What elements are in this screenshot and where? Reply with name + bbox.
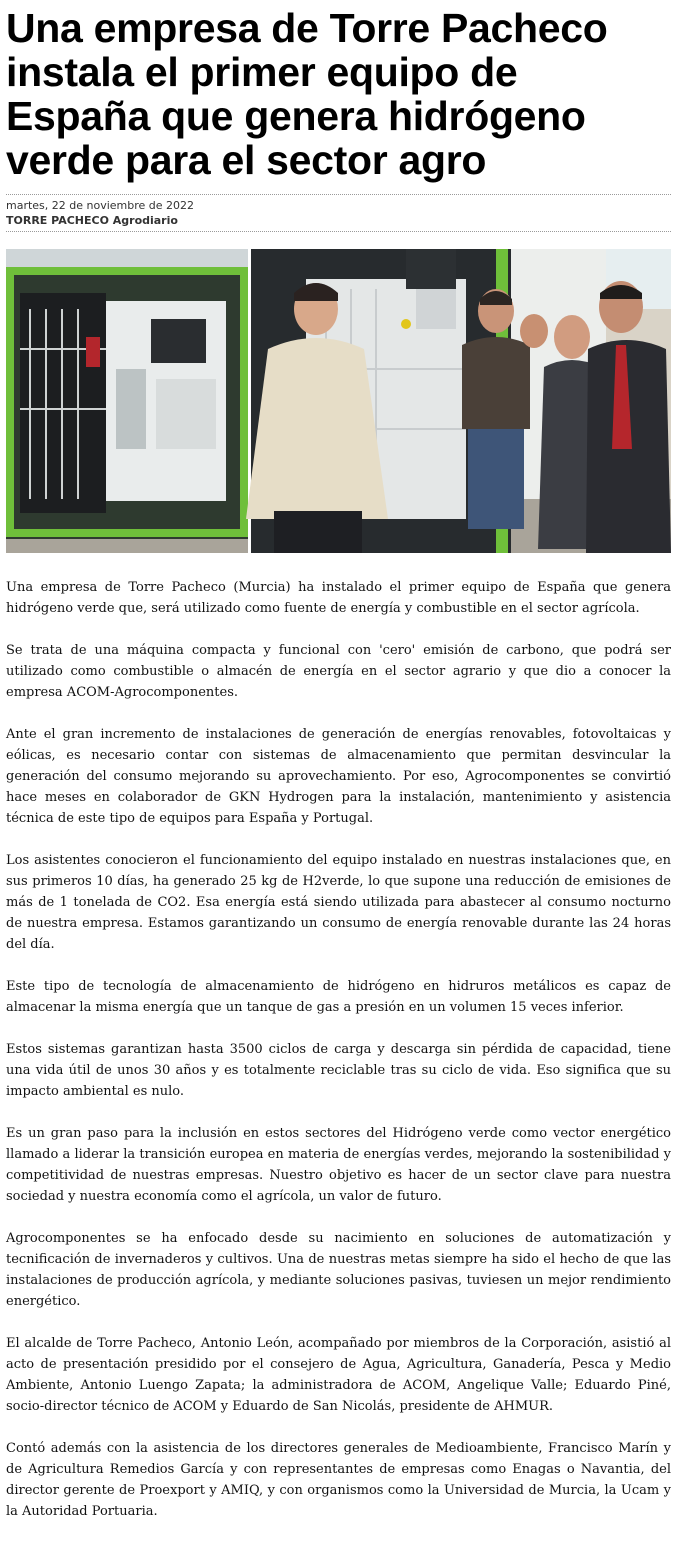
article-photo[interactable]: [6, 249, 671, 553]
article-title: Una empresa de Torre Pacheco instala el primer equipo de España que genera hidrógeno verde para el sector agro: [6, 5, 608, 183]
article-paragraph: Los asistentes conocieron el funcionamiento del equipo instalado en nuestras instalaciones que, en sus primeros 10 días, ha generado 25 kg de H2verde, lo que supone una reducción de emisiones de más de 1 tonelada de CO2. Esa energía está siendo utilizada para abastecer al consumo nocturno de nuestra empresa. Estamos garantizando un consumo de energía renovable durante las 24 horas del día.: [6, 853, 671, 952]
article-paragraph: Una empresa de Torre Pacheco (Murcia) ha instalado el primer equipo de España que genera hidrógeno verde que, será utilizado como fuente de energía y combustible en el sector agrícola.: [6, 580, 671, 616]
article-paragraph: Este tipo de tecnología de almacenamiento de hidrógeno en hidruros metálicos es capaz de almacenar la misma energía que un tanque de gas a presión en un volumen 15 veces inferior.: [6, 979, 671, 1015]
article-paragraph: Estos sistemas garantizan hasta 3500 ciclos de carga y descarga sin pérdida de capacidad, tiene una vida útil de unos 30 años y es totalmente reciclable tras su ciclo de vida. Eso significa que su impacto ambiental es nulo.: [6, 1042, 671, 1099]
article-paragraph: Ante el gran incremento de instalaciones de generación de energías renovables, fotovoltaicas y eólicas, es necesario contar con sistemas de almacenamiento que permitan desvincular la generación del consumo mejorando su aprovechamiento. Por eso, Agrocomponentes se convirtió hace meses en colaborador de GKN Hydrogen para la instalación, mantenimiento y asistencia técnica de este tipo de equipos para España y Portugal.: [6, 727, 671, 826]
article-section: TORRE PACHECO Agrodiario: [6, 214, 178, 227]
article-body: [6, 577, 671, 1522]
article-paragraph: Agrocomponentes se ha enfocado desde su nacimiento en soluciones de automatización y tecnificación de invernaderos y cultivos. Una de nuestras metas siempre ha sido el hecho de que las instalaciones de producción agrícola, y mediante soluciones pasivas, tuviesen un mejor rendimiento energético.: [6, 1231, 671, 1309]
article-paragraph: Se trata de una máquina compacta y funcional con 'cero' emisión de carbono, que podrá ser utilizado como combustible o almacén de energía en el sector agrario y que dio a conocer la empresa ACOM-Agrocomponentes.: [6, 643, 671, 700]
article-paragraph: El alcalde de Torre Pacheco, Antonio León, acompañado por miembros de la Corporación, asistió al acto de presentación presidido por el consejero de Agua, Agricultura, Ganadería, Pesca y Medio Ambiente, Antonio Luengo Zapata; la administradora de ACOM, Angelique Valle; Eduardo Piné, socio-director técnico de ACOM y Eduardo de San Nicolás, presidente de AHMUR.: [6, 1336, 671, 1414]
article: [6, 0, 671, 1543]
article-paragraph: Contó además con la asistencia de los directores generales de Medioambiente, Francisco Marín y de Agricultura Remedios García y con representantes de empresas como Enagas o Navantia, del director gerente de Proexport y AMIQ, y con organismos como la Universidad de Murcia, la Ucam y la Autoridad Portuaria.: [6, 1441, 671, 1519]
article-paragraph: Es un gran paso para la inclusión en estos sectores del Hidrógeno verde como vector energético llamado a liderar la transición europea en materia de energías verdes, mejorando la sostenibilidad y competitividad de nuestras empresas. Nuestro objetivo es hacer de un sector clave para nuestra sociedad y nuestra economía como el agrícola, un valor de futuro.: [6, 1126, 671, 1204]
article-meta: [6, 194, 671, 232]
article-date: martes, 22 de noviembre de 2022: [6, 199, 195, 212]
